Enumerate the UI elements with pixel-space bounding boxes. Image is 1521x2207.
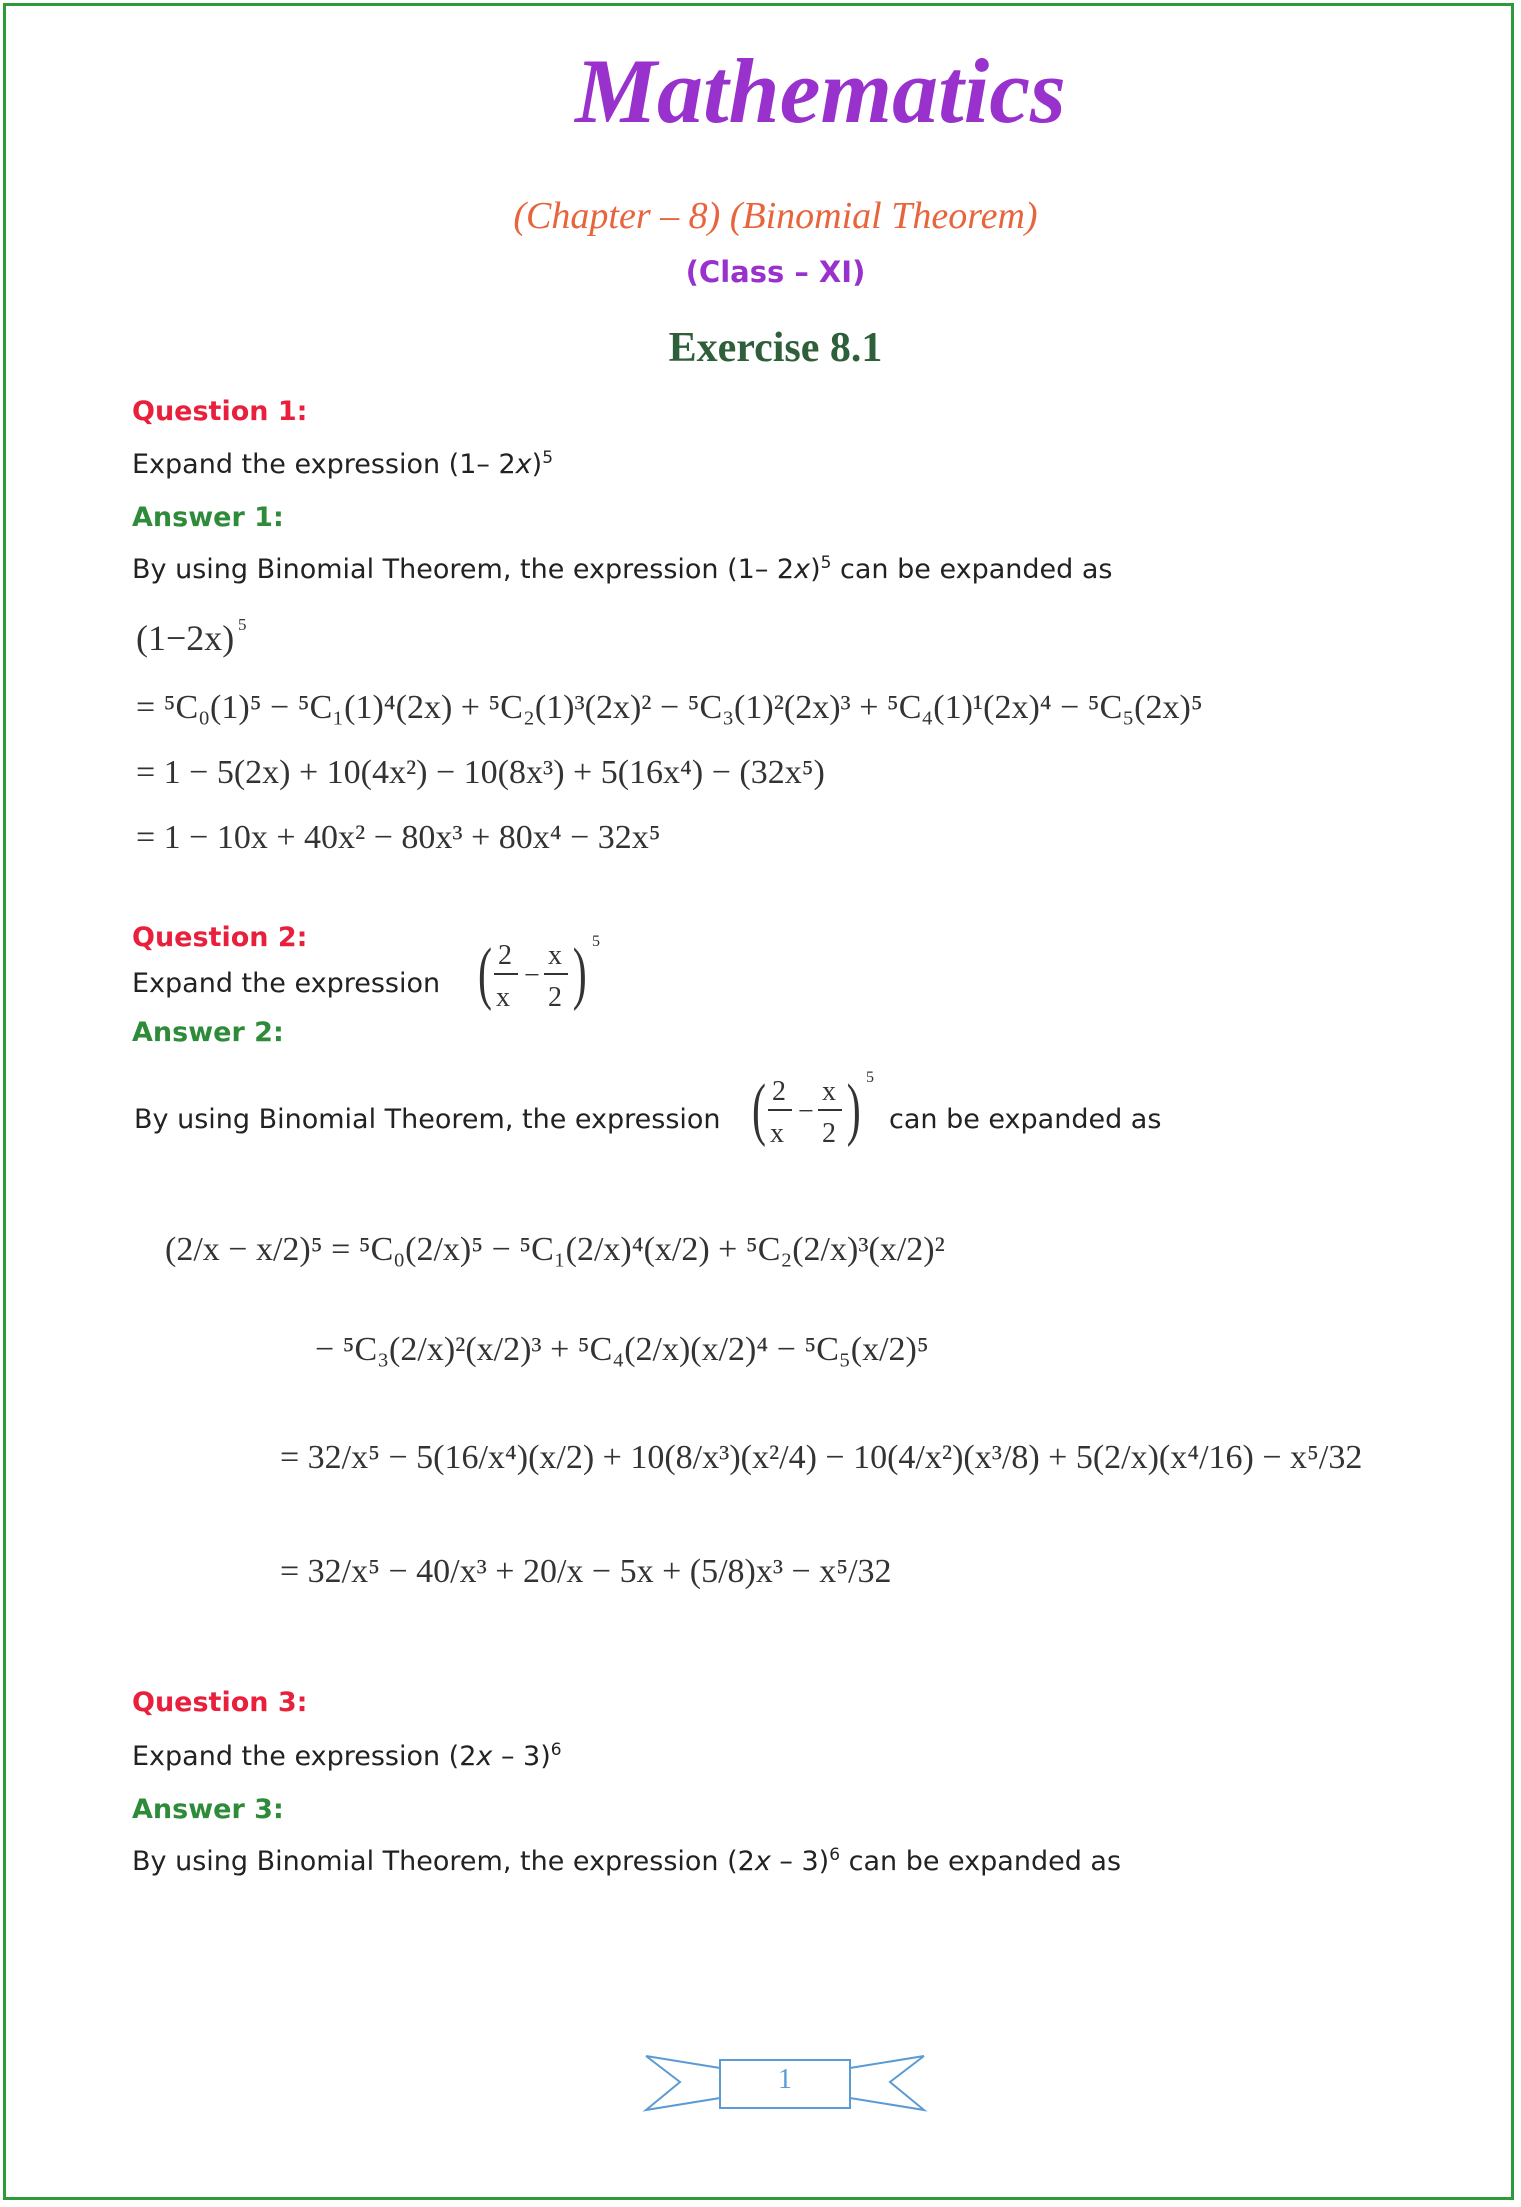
- question-2-text: Expand the expression: [132, 968, 441, 999]
- answer-3-text: By using Binomial Theorem, the expression (2x – 3)$^6$ can be expanded as: [132, 1845, 1122, 1877]
- answer-2-inline-expression: [752, 1068, 892, 1154]
- answer-2-expansion: [165, 1210, 1363, 1620]
- svg-text:− ⁵C₃(2/x)²(x/2)³ + ⁵C₄(2/x)(x: − ⁵C₃(2/x)²(x/2)³ + ⁵C₄(2/x)(x/2)⁴ − ⁵C₅(x/2)⁵: [315, 1331, 929, 1368]
- exercise-heading: Exercise 8.1: [668, 325, 883, 371]
- question-3-label: Question 3:: [132, 1687, 308, 1718]
- question-1-label: Question 1:: [132, 396, 308, 427]
- svg-text:= 32/x⁵ − 40/x³ + 20/x − 5x +: = 32/x⁵ − 40/x³ + 20/x − 5x + (5/8)x³ − x⁵/32: [280, 1553, 892, 1590]
- answer-3-label: Answer 3:: [132, 1794, 284, 1825]
- svg-text:5: 5: [592, 933, 600, 950]
- answer-2-text-after: can be expanded as: [889, 1104, 1162, 1135]
- svg-text:= 1 − 5(2x) + 10(4x²) − 10(8x³: = 1 − 5(2x) + 10(4x²) − 10(8x³) + 5(16x⁴) − (32x⁵): [136, 754, 825, 791]
- answer-1-text: By using Binomial Theorem, the expression (1– 2x)$^5$ can be expanded as: [132, 553, 1113, 585]
- svg-text:): ): [846, 1071, 861, 1148]
- svg-text:x: x: [822, 1076, 836, 1107]
- question-3-text: Expand the expression (2x – 3)$^6$: [132, 1740, 562, 1772]
- svg-text:2: 2: [548, 982, 562, 1013]
- svg-text:x: x: [496, 982, 510, 1013]
- question-2-expression: [478, 932, 618, 1018]
- svg-text:): ): [572, 935, 587, 1012]
- svg-text:(: (: [478, 935, 492, 1012]
- svg-text:= ⁵C₀(1)⁵ − ⁵C₁(1)⁴(2x) + ⁵C₂(: = ⁵C₀(1)⁵ − ⁵C₁(1)⁴(2x) + ⁵C₂(1)³(2x)² − ⁵C₃(1)²(2x)³ + ⁵C₄(1)¹(2x)⁴ − ⁵C₅(2x)⁵: [136, 689, 1203, 726]
- page-number-ribbon: [640, 2046, 930, 2116]
- svg-text:(1−2x): (1−2x): [136, 618, 235, 658]
- svg-text:= 1 − 10x + 40x² − 80x³ + 80x⁴: = 1 − 10x + 40x² − 80x³ + 80x⁴ − 32x⁵: [136, 819, 661, 856]
- svg-text:−: −: [524, 960, 540, 991]
- answer-1-label: Answer 1:: [132, 502, 284, 533]
- svg-text:x: x: [770, 1118, 784, 1149]
- svg-text:x: x: [548, 940, 562, 971]
- svg-text:2: 2: [822, 1118, 836, 1149]
- svg-text:= 32/x⁵ − 5(16/x⁴)(x/2) + 10(8: = 32/x⁵ − 5(16/x⁴)(x/2) + 10(8/x³)(x²/4) − 10(4/x²)(x³/8) + 5(2/x)(x⁴/16) − x⁵/32: [280, 1439, 1363, 1476]
- svg-text:(2/x − x/2)⁵ = ⁵C₀(2/x)⁵ − ⁵C₁: (2/x − x/2)⁵ = ⁵C₀(2/x)⁵ − ⁵C₁(2/x)⁴(x/2) + ⁵C₂(2/x)³(x/2)²: [165, 1231, 945, 1268]
- answer-2-label: Answer 2:: [132, 1017, 284, 1048]
- svg-text:5: 5: [866, 1069, 874, 1086]
- svg-text:−: −: [798, 1096, 814, 1127]
- answer-2-text-before: By using Binomial Theorem, the expression: [134, 1104, 721, 1135]
- answer-1-expansion: [130, 605, 1330, 865]
- chapter-heading: (Chapter – 8) (Binomial Theorem): [513, 195, 1038, 237]
- page-number: 1: [778, 2064, 792, 2095]
- svg-text:2: 2: [772, 1076, 786, 1107]
- question-1-text: Expand the expression (1– 2x)$^5$: [132, 448, 554, 480]
- svg-text:(: (: [752, 1071, 766, 1148]
- page-title: Mathematics: [575, 40, 1066, 142]
- question-2-label: Question 2:: [132, 922, 308, 953]
- svg-text:2: 2: [498, 940, 512, 971]
- class-heading: (Class – XI): [685, 255, 866, 289]
- svg-text:5: 5: [238, 615, 247, 634]
